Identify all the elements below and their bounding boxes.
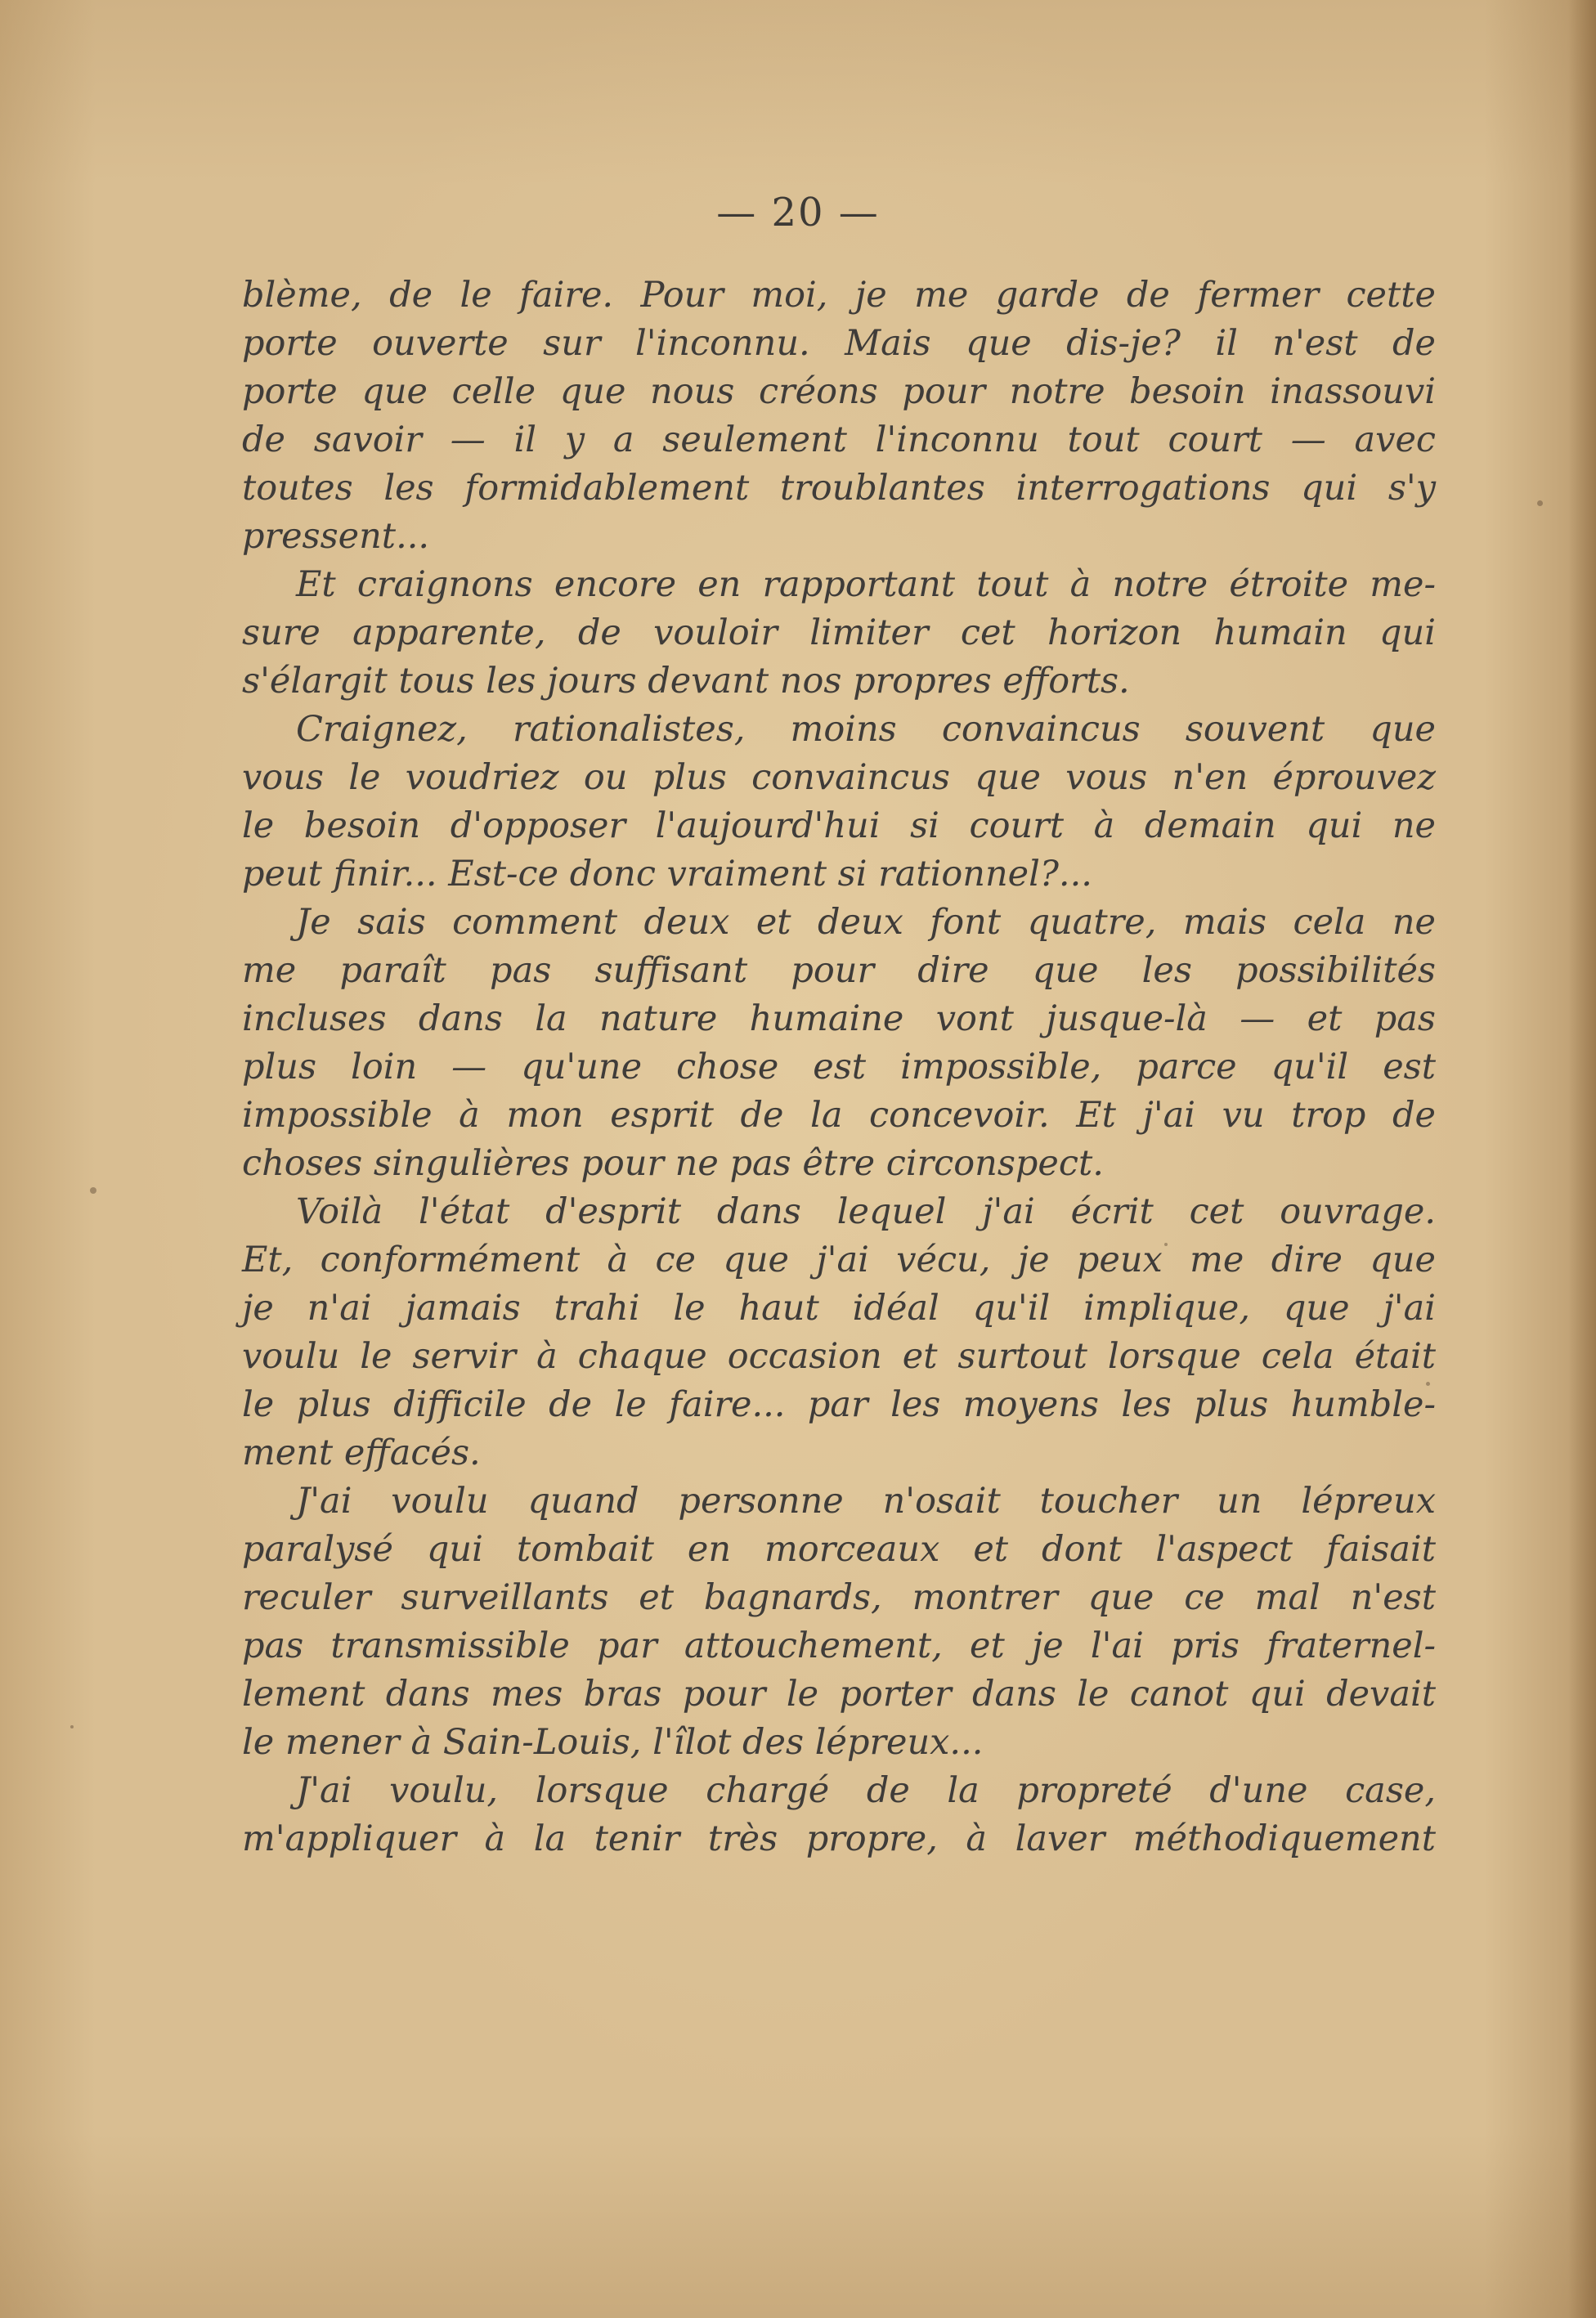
text-line: le plus difficile de le faire... par les moyens les plus humble- — [242, 1384, 1436, 1425]
text-line: toutes les formidablement troublantes interrogations qui s'y — [242, 468, 1436, 509]
text-line: le besoin d'opposer l'aujourd'hui si court à demain qui ne — [242, 805, 1436, 846]
paper-speck — [70, 1725, 74, 1728]
text-line: Voilà l'état d'esprit dans lequel j'ai écrit cet ouvrage. — [296, 1191, 1436, 1232]
text-line: reculer surveillants et bagnards, montrer que ce mal n'est — [242, 1577, 1436, 1618]
text-line: paralysé qui tombait en morceaux et dont l'aspect faisait — [242, 1529, 1436, 1570]
text-line: Je sais comment deux et deux font quatre, mais cela ne — [296, 902, 1436, 943]
text-line: pressent... — [242, 516, 430, 557]
text-line: incluses dans la nature humaine vont jusque-là — et pas — [242, 998, 1436, 1039]
text-line: plus loin — qu'une chose est impossible, parce qu'il est — [242, 1047, 1436, 1087]
paper-speck — [1537, 500, 1543, 506]
text-line: sure apparente, de vouloir limiter cet horizon humain qui — [242, 612, 1436, 653]
text-line: choses singulières pour ne pas être circonspect. — [242, 1143, 1104, 1184]
text-line: Et craignons encore en rapportant tout à notre étroite me- — [296, 564, 1436, 605]
text-line: blème, de le faire. Pour moi, je me garde de fermer cette — [242, 275, 1436, 316]
text-line: je n'ai jamais trahi le haut idéal qu'il implique, que j'ai — [242, 1288, 1436, 1329]
text-line: Craignez, rationalistes, moins convaincus souvent que — [296, 709, 1436, 750]
text-line: me paraît pas suffisant pour dire que les possibilités — [242, 950, 1436, 991]
text-line: pas transmissible par attouchement, et je l'ai pris fraternel- — [242, 1625, 1436, 1666]
page-edge-shadow — [1568, 0, 1596, 2318]
body-text — [242, 271, 1436, 1863]
text-line: J'ai voulu quand personne n'osait toucher un lépreux — [296, 1481, 1436, 1522]
page-number: — 20 — — [716, 190, 880, 235]
text-line: voulu le servir à chaque occasion et surtout lorsque cela était — [242, 1336, 1436, 1377]
text-line: porte que celle que nous créons pour notre besoin inassouvi — [242, 371, 1436, 412]
text-line: porte ouverte sur l'inconnu. Mais que dis-je? il n'est de — [242, 323, 1436, 364]
text-line: vous le voudriez ou plus convaincus que vous n'en éprouvez — [242, 757, 1436, 798]
text-line: peut finir... Est-ce donc vraiment si rationnel?... — [242, 854, 1092, 894]
text-line: s'élargit tous les jours devant nos propres efforts. — [242, 661, 1130, 702]
text-line: J'ai voulu, lorsque chargé de la propreté d'une case, — [296, 1770, 1436, 1811]
text-line: m'appliquer à la tenir très propre, à laver méthodiquement — [242, 1818, 1436, 1859]
text-line: ment effacés. — [242, 1432, 481, 1473]
text-line: impossible à mon esprit de la concevoir. Et j'ai vu trop de — [242, 1095, 1436, 1136]
paper-speck — [90, 1187, 96, 1194]
text-line: Et, conformément à ce que j'ai vécu, je peux me dire que — [242, 1240, 1436, 1280]
text-line: lement dans mes bras pour le porter dans le canot qui devait — [242, 1674, 1436, 1715]
text-line: le mener à Sain-Louis, l'îlot des lépreux... — [242, 1722, 984, 1763]
text-line: de savoir — il y a seulement l'inconnu tout court — avec — [242, 419, 1436, 460]
